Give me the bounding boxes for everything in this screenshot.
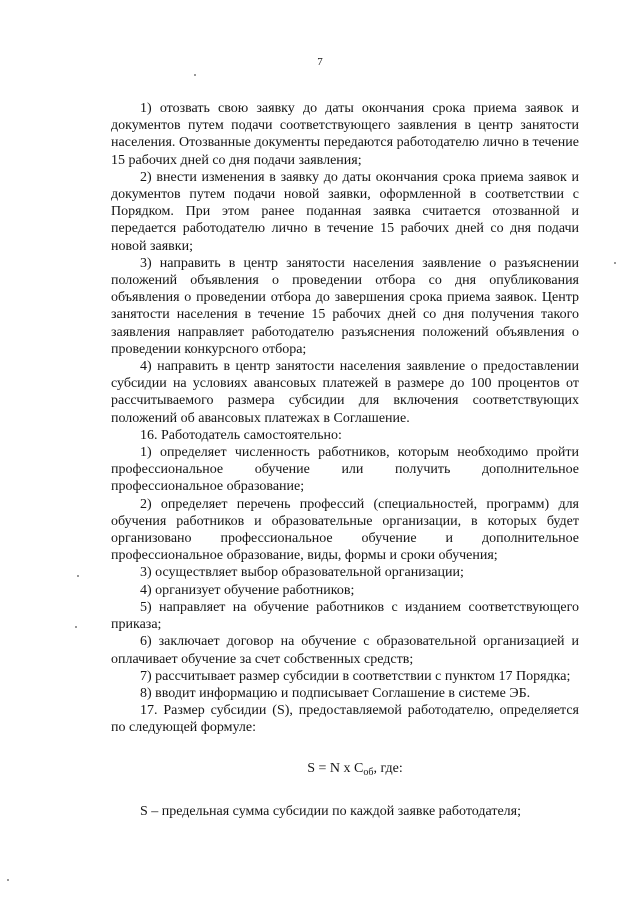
paragraph: 4) организует обучение работников;: [140, 582, 355, 598]
section-heading: 16. Работодатель самостоятельно:: [140, 427, 342, 443]
paragraph: 3) направить в центр занятости населения заявление о разъяснении положений объявления о проведении отбора со дня опубликования объявления о проведении отбора до завершения срока приема заявок. Центр занятости населения в течение 15 рабочих дней со дня получения такого заявления направляет работодателю разъяснения положений объявления о проведении конкурсного отбора;: [111, 255, 579, 357]
paragraph: 17. Размер субсидии (S), предоставляемой работодателю, определяется по следующей формуле:: [111, 703, 579, 736]
scan-speck: [75, 626, 77, 628]
paragraph: 7) рассчитывает размер субсидии в соответствии с пунктом 17 Порядка;: [140, 668, 571, 684]
paragraph: 3) осуществляет выбор образовательной организации;: [140, 565, 464, 581]
scan-speck: [7, 879, 9, 881]
paragraph: 5) направляет на обучение работников с изданием соответствующего приказа;: [111, 599, 579, 633]
formula-subscript: об: [363, 766, 374, 778]
formula-suffix: , где:: [373, 760, 403, 776]
paragraph: 2) внести изменения в заявку до даты окончания срока приема заявок и документов путем подачи новой заявки, оформленной в соответствии с Порядком. При этом ранее поданная заявка считается отозванной и передается работодателю лично в течение 15 рабочих дней со дня подачи новой заявки;: [111, 169, 579, 254]
paragraph: 2) определяет перечень профессий (специальностей, программ) для обучения работников и образовательные организации, в которых будет организовано профессиональное обучение и дополнительное профессиональное образование, виды, формы и сроки обучения;: [111, 496, 579, 564]
formula-main: S = N x C: [307, 760, 364, 776]
document-body: [111, 100, 579, 820]
paragraph: 6) заключает договор на обучение с образовательной организацией и оплачивает обучение за счет собственных средств;: [111, 634, 579, 667]
page-number: 7: [317, 56, 323, 68]
scan-speck: [194, 74, 196, 76]
paragraph: 1) отозвать свою заявку до даты окончания срока приема заявок и документов путем подачи соответствующего заявления в центр занятости населения. Отозванные документы передаются работодателю лично в течение 15 рабочих дней со дня подачи заявления;: [111, 101, 579, 168]
paragraph: 1) определяет численность работников, которым необходимо пройти профессиональное обучение или получить дополнительное профессиональное образование;: [111, 445, 579, 495]
scan-speck: [77, 575, 79, 577]
paragraph: 8) вводит информацию и подписывает Соглашение в системе ЭБ.: [140, 685, 531, 701]
paragraph: 4) направить в центр занятости населения заявление о предоставлении субсидии на условиях авансовых платежей в размере до 100 процентов от рассчитываемого размера субсидии для включения соответствующих положений об авансовых платежах в Соглашение.: [111, 359, 579, 426]
scan-speck: [614, 262, 616, 264]
definition-paragraph: S – предельная сумма субсидии по каждой заявке работодателя;: [140, 803, 521, 819]
formula: [111, 760, 579, 781]
